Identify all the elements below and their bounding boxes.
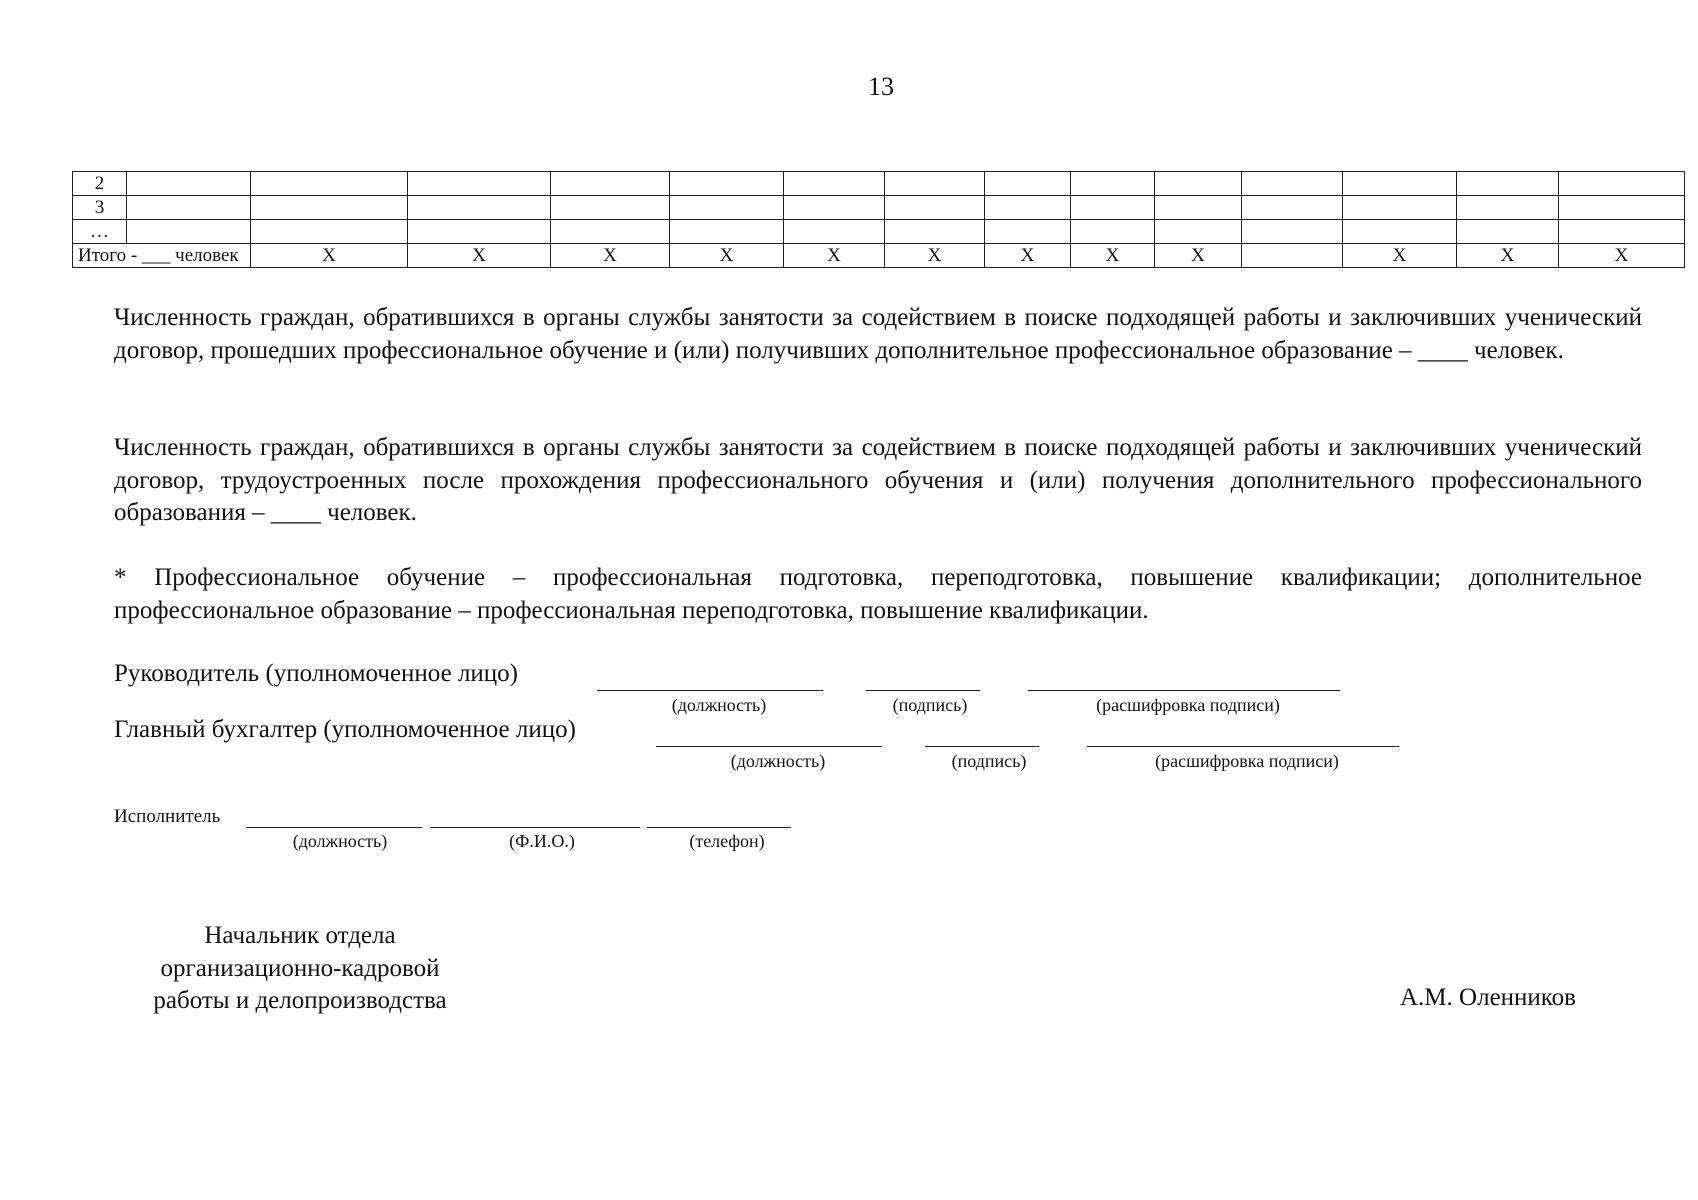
footer-title-line-3: работы и делопроизводства: [153, 987, 447, 1014]
table-cell[interactable]: [127, 196, 251, 220]
executor-position-line[interactable]: [246, 827, 422, 828]
executor-name-line[interactable]: [430, 827, 640, 828]
table-cell[interactable]: [127, 220, 251, 244]
accountant-position-line[interactable]: [656, 746, 882, 747]
footer-title-line-2: организационно-кадровой: [160, 954, 440, 982]
head-decoding-line[interactable]: [1028, 690, 1340, 691]
table-cell[interactable]: [1242, 220, 1343, 244]
table-cell[interactable]: [784, 172, 885, 196]
total-cell: X: [1071, 244, 1155, 268]
total-cell: X: [985, 244, 1071, 268]
total-cell: X: [551, 244, 670, 268]
table-cell[interactable]: [551, 196, 670, 220]
total-cell: X: [1155, 244, 1242, 268]
head-position-line[interactable]: [597, 690, 823, 691]
accountant-signature-caption: (подпись): [951, 751, 1027, 771]
head-position-caption: (должность): [671, 695, 767, 715]
total-cell: X: [1457, 244, 1559, 268]
table-cell[interactable]: [251, 172, 408, 196]
total-row: [73, 244, 1685, 268]
table-cell[interactable]: [985, 172, 1071, 196]
table-cell[interactable]: [408, 196, 551, 220]
table-cell[interactable]: [1343, 220, 1457, 244]
table-cell[interactable]: [1559, 220, 1685, 244]
row-number-cell: …: [73, 220, 127, 244]
total-cell: X: [251, 244, 408, 268]
table-cell[interactable]: [551, 172, 670, 196]
table-cell[interactable]: [1071, 172, 1155, 196]
total-cell: [1242, 244, 1343, 268]
table-cell[interactable]: [408, 172, 551, 196]
executor-name-caption: (Ф.И.О.): [509, 831, 575, 851]
row-number-cell: 2: [73, 172, 127, 196]
table-row: [73, 172, 1685, 196]
head-signature-line[interactable]: [866, 690, 980, 691]
accountant-signature-line[interactable]: [925, 746, 1039, 747]
total-cell: X: [408, 244, 551, 268]
paragraph-employed-count: Численность граждан, обратившихся в органы службы занятости за содействием в поиске подходящей работы и заключивших ученический договор, трудоустроенных после прохождения профессионального обучения и (или) получения дополнительного профессионального образования – ____ человек.: [114, 434, 1642, 526]
table-cell[interactable]: [1457, 172, 1559, 196]
paragraph-trained-count: Численность граждан, обратившихся в органы службы занятости за содействием в поиске подходящей работы и заключивших ученический договор, прошедших профессиональное обучение и (или) получивших дополнительное профессиональное образование – ____ человек.: [114, 304, 1642, 364]
table-cell[interactable]: [670, 196, 784, 220]
table-cell[interactable]: [1242, 172, 1343, 196]
table-row: [73, 220, 1685, 244]
accountant-decoding-caption: (расшифровка подписи): [1155, 751, 1339, 771]
total-cell: X: [1343, 244, 1457, 268]
footer-signatory-name: А.М. Оленников: [1400, 984, 1576, 1011]
accountant-signature-label: Главный бухгалтер (уполномоченное лицо): [114, 716, 576, 743]
total-cell: X: [1559, 244, 1685, 268]
table-cell[interactable]: [885, 172, 985, 196]
head-signature-label: Руководитель (уполномоченное лицо): [114, 660, 519, 687]
table-cell[interactable]: [885, 196, 985, 220]
table-cell[interactable]: [1457, 220, 1559, 244]
table-cell[interactable]: [1071, 196, 1155, 220]
table-cell[interactable]: [1155, 196, 1242, 220]
table-cell[interactable]: [670, 220, 784, 244]
executor-position-caption: (должность): [292, 831, 388, 851]
table-cell[interactable]: [1559, 172, 1685, 196]
executor-label: Исполнитель: [114, 806, 221, 827]
table-cell[interactable]: [985, 220, 1071, 244]
executor-phone-line[interactable]: [647, 827, 791, 828]
data-table: [72, 171, 1685, 268]
executor-phone-caption: (телефон): [689, 831, 765, 851]
table-cell[interactable]: [1457, 196, 1559, 220]
total-cell: X: [885, 244, 985, 268]
footer-title-line-1: Начальник отдела: [204, 922, 396, 949]
table-cell[interactable]: [408, 220, 551, 244]
head-decoding-caption: (расшифровка подписи): [1096, 695, 1280, 715]
table-cell[interactable]: [670, 172, 784, 196]
accountant-decoding-line[interactable]: [1087, 746, 1399, 747]
table-cell[interactable]: [1155, 172, 1242, 196]
table-cell[interactable]: [1343, 196, 1457, 220]
table-cell[interactable]: [1343, 172, 1457, 196]
table-cell[interactable]: [885, 220, 985, 244]
table-cell[interactable]: [1071, 220, 1155, 244]
table-cell[interactable]: [551, 220, 670, 244]
table-cell[interactable]: [251, 196, 408, 220]
table-cell[interactable]: [251, 220, 408, 244]
table-cell[interactable]: [1242, 196, 1343, 220]
row-number-cell: 3: [73, 196, 127, 220]
accountant-position-caption: (должность): [730, 751, 826, 771]
head-signature-caption: (подпись): [892, 695, 968, 715]
page-number: 13: [868, 72, 894, 101]
table-cell[interactable]: [985, 196, 1071, 220]
table-cell[interactable]: [127, 172, 251, 196]
total-cell: X: [784, 244, 885, 268]
total-cell: X: [670, 244, 784, 268]
table-cell[interactable]: [784, 196, 885, 220]
table-cell[interactable]: [784, 220, 885, 244]
table-cell[interactable]: [1559, 196, 1685, 220]
table-row: [73, 196, 1685, 220]
footer-position-title: [110, 920, 490, 1018]
footnote-definition: * Профессиональное обучение – профессиональная подготовка, переподготовка, повышение квалификации; дополнительное профессиональное образование – профессиональная переподготовка, повышение квалификации.: [114, 564, 1642, 624]
table-cell[interactable]: [1155, 220, 1242, 244]
total-label-cell: Итого - ___ человек: [73, 244, 251, 268]
